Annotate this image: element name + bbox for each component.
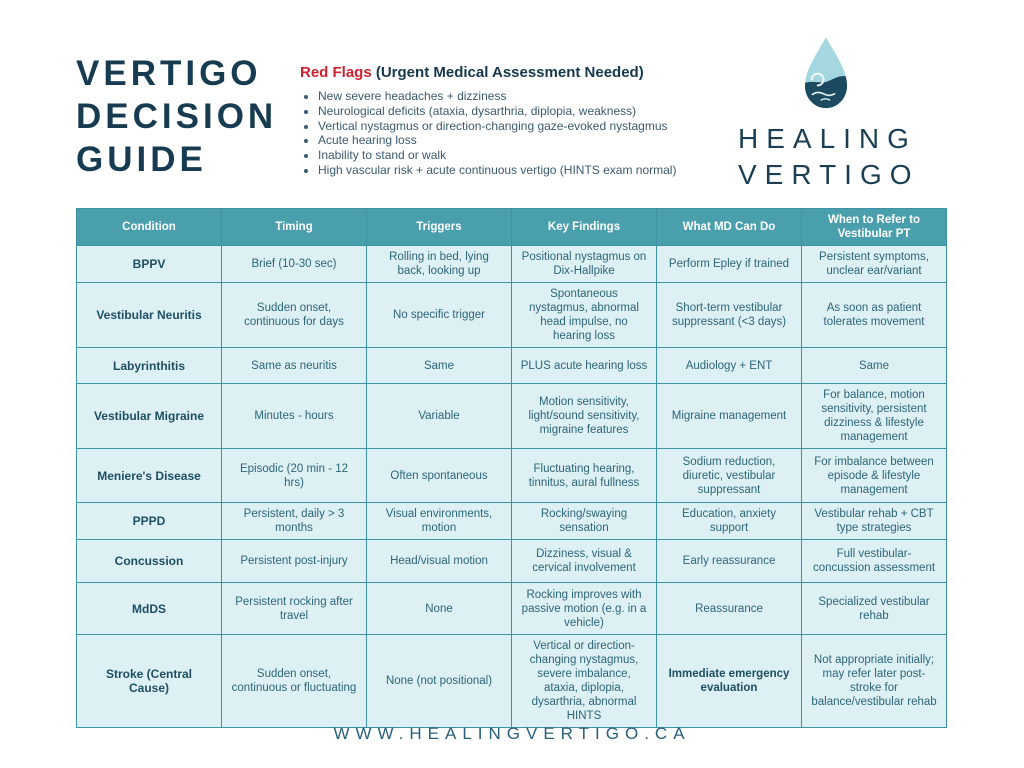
table-cell: Persistent, daily > 3 months xyxy=(222,503,367,540)
table-cell: Sudden onset, continuous for days xyxy=(222,283,367,348)
table-cell: Head/visual motion xyxy=(367,540,512,583)
table-cell: Brief (10-30 sec) xyxy=(222,246,367,283)
condition-cell: Vestibular Migraine xyxy=(77,384,222,449)
table-cell: Perform Epley if trained xyxy=(657,246,802,283)
table-cell: Full vestibular-concussion assessment xyxy=(802,540,947,583)
water-drop-icon xyxy=(795,33,857,115)
logo-name-line2: VERTIGO xyxy=(738,159,920,190)
condition-cell: BPPV xyxy=(77,246,222,283)
condition-cell: Concussion xyxy=(77,540,222,583)
table-cell: Dizziness, visual & cervical involvement xyxy=(512,540,657,583)
column-header: Condition xyxy=(77,209,222,246)
table-cell: None xyxy=(367,583,512,635)
table-row xyxy=(77,283,947,348)
red-flags-section xyxy=(300,64,700,178)
red-flag-item: • Neurological deficits (ataxia, dysarthria, diplopia, weakness) xyxy=(318,104,700,119)
logo xyxy=(738,33,920,193)
table-cell: Immediate emergency evaluation xyxy=(657,635,802,728)
red-flag-item: • High vascular risk + acute continuous vertigo (HINTS exam normal) xyxy=(318,163,700,178)
table-cell: Motion sensitivity, light/sound sensitivity, migraine features xyxy=(512,384,657,449)
table-row xyxy=(77,384,947,449)
table-cell: Migraine management xyxy=(657,384,802,449)
table-row xyxy=(77,583,947,635)
table-cell: None (not positional) xyxy=(367,635,512,728)
table-cell: Spontaneous nystagmus, abnormal head impulse, no hearing loss xyxy=(512,283,657,348)
table-cell: Vertical or direction-changing nystagmus, severe imbalance, ataxia, diplopia, dysarthria, abnormal HINTS xyxy=(512,635,657,728)
red-flags-subtitle: (Urgent Medical Assessment Needed) xyxy=(371,64,644,81)
red-flags-list xyxy=(318,89,700,178)
table-cell: Fluctuating hearing, tinnitus, aural fullness xyxy=(512,449,657,503)
condition-cell: Stroke (Central Cause) xyxy=(77,635,222,728)
table-cell: For imbalance between episode & lifestyle management xyxy=(802,449,947,503)
table-cell: Short-term vestibular suppressant (<3 days) xyxy=(657,283,802,348)
table-header-row xyxy=(77,209,947,246)
table-row xyxy=(77,503,947,540)
red-flag-item: • Inability to stand or walk xyxy=(318,148,700,163)
table-cell: Persistent rocking after travel xyxy=(222,583,367,635)
column-header: Key Findings xyxy=(512,209,657,246)
column-header: Timing xyxy=(222,209,367,246)
condition-cell: Labyrinthitis xyxy=(77,348,222,384)
condition-cell: PPPD xyxy=(77,503,222,540)
table-cell: PLUS acute hearing loss xyxy=(512,348,657,384)
table-cell: Vestibular rehab + CBT type strategies xyxy=(802,503,947,540)
condition-cell: Vestibular Neuritis xyxy=(77,283,222,348)
table-cell: Education, anxiety support xyxy=(657,503,802,540)
decision-table xyxy=(76,208,947,728)
table-cell: Minutes - hours xyxy=(222,384,367,449)
table-cell: For balance, motion sensitivity, persistent dizziness & lifestyle management xyxy=(802,384,947,449)
table-row xyxy=(77,246,947,283)
table-cell: No specific trigger xyxy=(367,283,512,348)
table-cell: Persistent symptoms, unclear ear/variant xyxy=(802,246,947,283)
red-flag-item: • New severe headaches + dizziness xyxy=(318,89,700,104)
table-cell: Sudden onset, continuous or fluctuating xyxy=(222,635,367,728)
page-title: VERTIGO DECISION GUIDE xyxy=(76,54,278,179)
table-cell: Not appropriate initially; may refer later post-stroke for balance/vestibular rehab xyxy=(802,635,947,728)
condition-cell: Meniere's Disease xyxy=(77,449,222,503)
table-cell: Positional nystagmus on Dix-Hallpike xyxy=(512,246,657,283)
logo-name-line1: HEALING xyxy=(738,123,917,154)
table-cell: Same as neuritis xyxy=(222,348,367,384)
table-row xyxy=(77,449,947,503)
table-cell: Sodium reduction, diuretic, vestibular suppressant xyxy=(657,449,802,503)
condition-cell: MdDS xyxy=(77,583,222,635)
table-cell: Rolling in bed, lying back, looking up xyxy=(367,246,512,283)
column-header: When to Refer to Vestibular PT xyxy=(802,209,947,246)
red-flag-item: • Vertical nystagmus or direction-changing gaze-evoked nystagmus xyxy=(318,119,700,134)
table-cell: Episodic (20 min - 12 hrs) xyxy=(222,449,367,503)
red-flags-heading xyxy=(300,64,700,81)
red-flags-label: Red Flags xyxy=(300,64,372,81)
table-cell: Early reassurance xyxy=(657,540,802,583)
table-cell: Rocking improves with passive motion (e.g. in a vehicle) xyxy=(512,583,657,635)
table-cell: Often spontaneous xyxy=(367,449,512,503)
red-flag-item: • Acute hearing loss xyxy=(318,133,700,148)
table-cell: Same xyxy=(802,348,947,384)
table-row xyxy=(77,635,947,728)
table-cell: Same xyxy=(367,348,512,384)
table-cell: Specialized vestibular rehab xyxy=(802,583,947,635)
column-header: What MD Can Do xyxy=(657,209,802,246)
footer-url: WWW.HEALINGVERTIGO.CA xyxy=(333,724,691,743)
table-row xyxy=(77,348,947,384)
table-cell: As soon as patient tolerates movement xyxy=(802,283,947,348)
column-header: Triggers xyxy=(367,209,512,246)
table-cell: Visual environments, motion xyxy=(367,503,512,540)
table-cell: Audiology + ENT xyxy=(657,348,802,384)
table-cell: Persistent post-injury xyxy=(222,540,367,583)
table-cell: Reassurance xyxy=(657,583,802,635)
table-cell: Rocking/swaying sensation xyxy=(512,503,657,540)
table-row xyxy=(77,540,947,583)
table-cell: Variable xyxy=(367,384,512,449)
table-body xyxy=(77,246,947,728)
